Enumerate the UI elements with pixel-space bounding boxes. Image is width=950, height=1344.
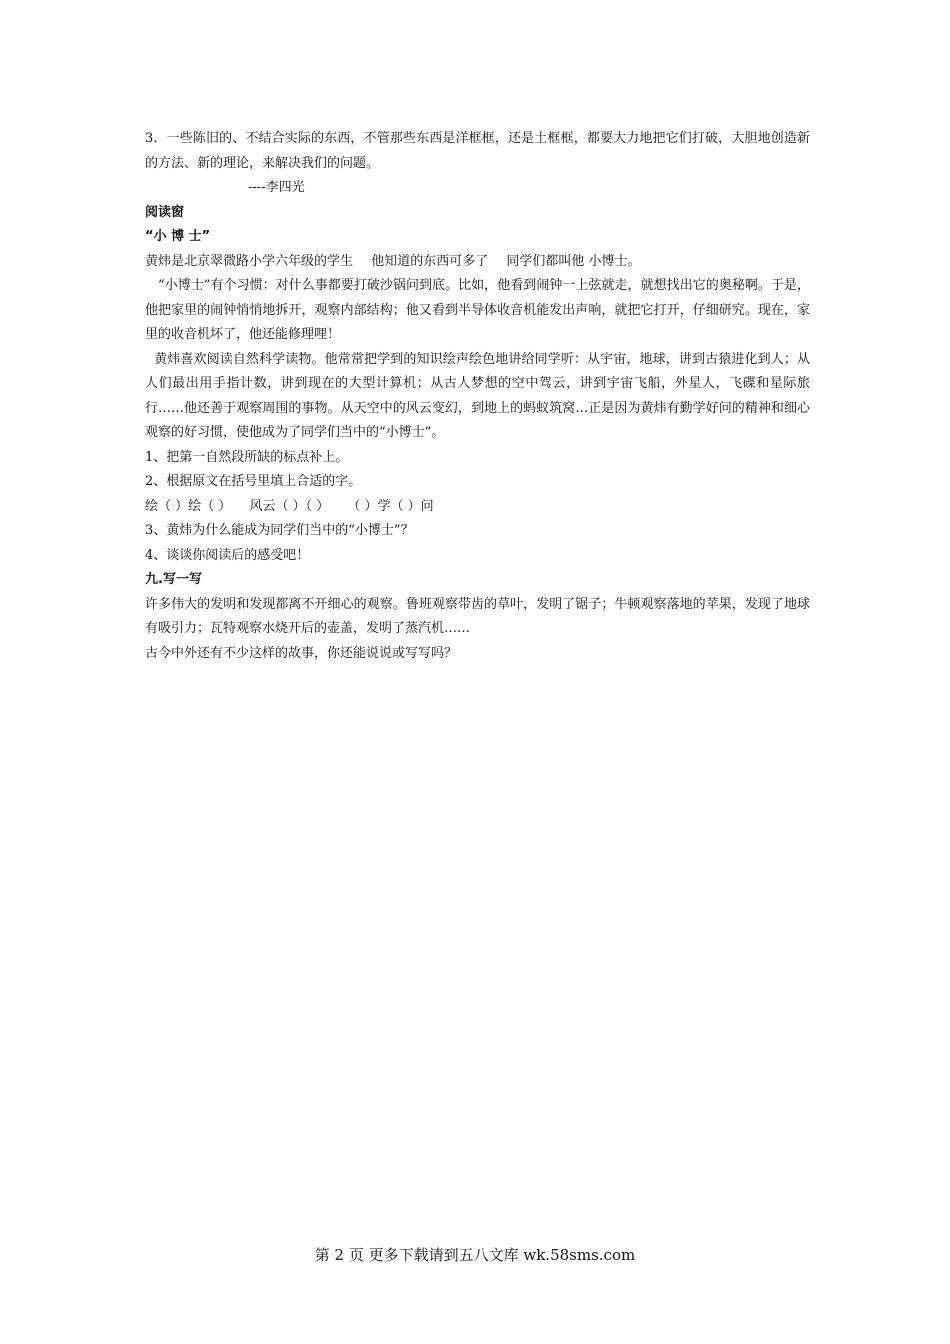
question-1: 1、把第一自然段所缺的标点补上。 xyxy=(145,449,349,465)
paragraph-1-part-a: 黄炜是北京翠微路小学六年级的学生 xyxy=(145,253,354,269)
question-3: 3、黄炜为什么能成为同学们当中的“小博士”？ xyxy=(145,523,414,538)
document-body xyxy=(145,127,810,666)
quote-text: 3．一些陈旧的、不结合实际的东西，不管那些东西是洋框框，还是土框框，都要大力地把它们打破，大胆地创造新的方法、新的理论，来解决我们的问题。 xyxy=(145,131,810,171)
fill-in-blanks-row xyxy=(145,495,810,520)
page-footer: 第 2 页 更多下载请到五八文库 wk.58sms.com xyxy=(314,1246,636,1264)
writing-paragraph-2: 古今中外还有不少这样的故事，你还能说说或写写吗？ xyxy=(145,645,458,661)
fill-blank-c: （ ）学（ ）问 xyxy=(347,498,434,514)
reading-section-title: 阅读窗 xyxy=(145,204,185,220)
paragraph-1-part-c: 同学们都叫他 小博士。 xyxy=(506,253,641,269)
article-paragraph-2: “小博士”有个习惯：对什么事都要打破沙锅问到底。比如，他看到闹钟一上弦就走，就想找出它的奥秘啊。于是，他把家里的闹钟悄悄地拆开，观察内部结构；他又看到半导体收音机能发出声响，就把它打开，仔细研究。现在，家里的收音机坏了，他还能修理哩！ xyxy=(145,278,810,342)
fill-blank-a: 绘（ ）绘（ ） xyxy=(145,498,232,514)
question-4: 4、谈谈你阅读后的感受吧！ xyxy=(145,547,310,563)
writing-section-title: 九.写一写 xyxy=(145,572,202,587)
fill-blank-b: 风云（ ）（ ） xyxy=(249,498,330,514)
writing-paragraph-1: 许多伟大的发明和发现都离不开细心的观察。鲁班观察带齿的草叶，发明了锯子；牛顿观察落地的苹果，发现了地球有吸引力；瓦特观察水烧开后的壶盖，发明了蒸汽机…… xyxy=(145,596,810,636)
question-2: 2、根据原文在括号里填上合适的字。 xyxy=(145,474,362,489)
article-paragraph-3: 黄炜喜欢阅读自然科学读物。他常常把学到的知识绘声绘色地讲给同学听：从宇宙，地球，讲到古猿进化到人；从人们最出用手指计数，讲到现在的大型计算机；从古人梦想的空中驾云，讲到宇宙飞船，外星人，飞碟和星际旅行……他还善于观察周围的事物。从天空中的风云变幻，到地上的蚂蚁筑窝…正是因为黄炜有勤学好问的精神和细心观察的好习惯，使他成为了同学们当中的“小博士”。 xyxy=(145,351,810,440)
article-paragraph-1 xyxy=(145,250,810,275)
paragraph-1-part-b: 他知道的东西可多了 xyxy=(371,253,489,269)
quote-author: ----李四光 xyxy=(248,180,305,195)
article-title: “小 博 士” xyxy=(145,229,211,244)
